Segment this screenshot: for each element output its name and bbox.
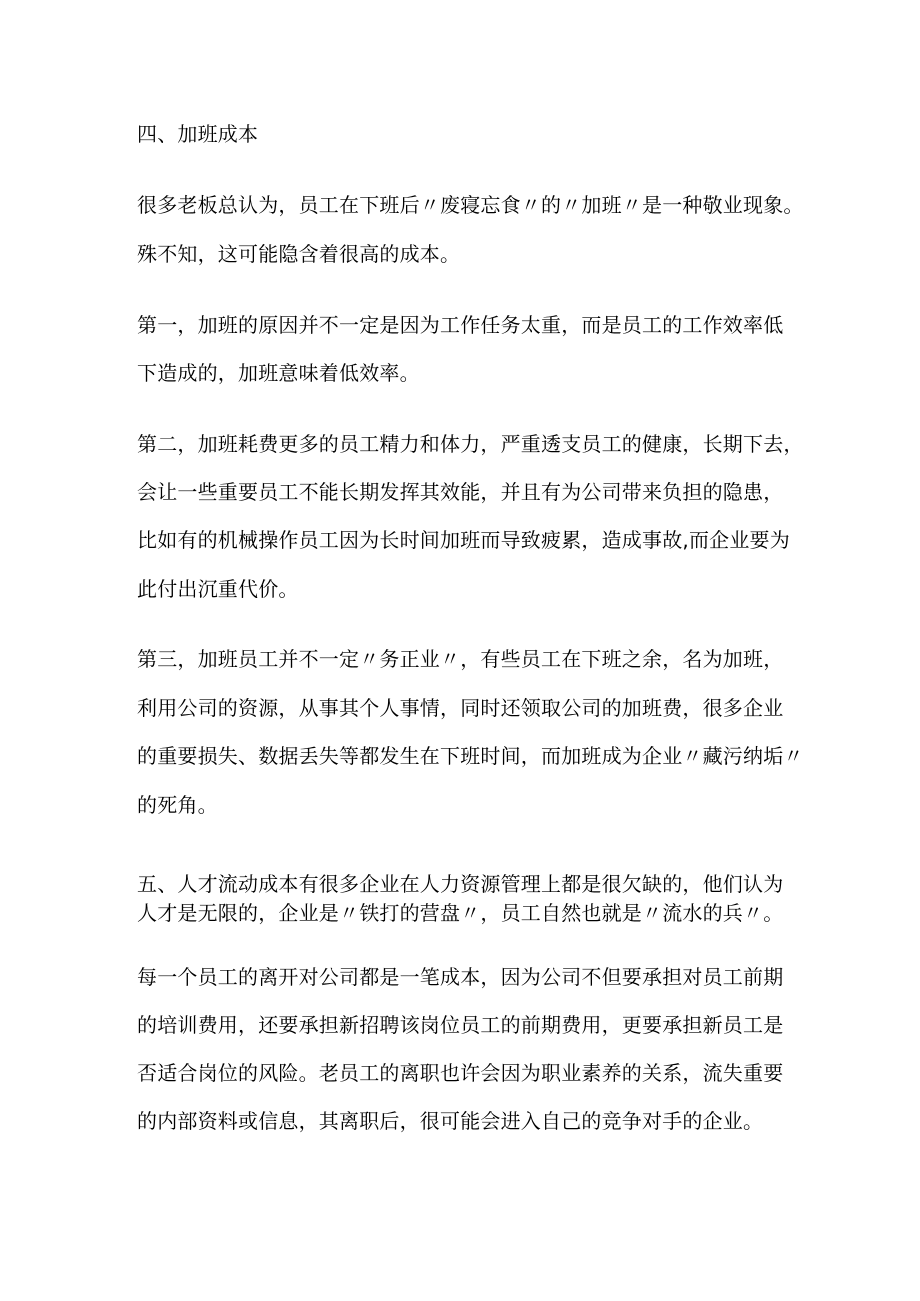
paragraph-line: 殊不知，这可能隐含着很高的成本。	[137, 242, 461, 266]
paragraph-line: 的死角。	[137, 793, 218, 817]
paragraph-line: 的内部资料或信息，其离职后，很可能会进入自己的竞争对手的企业。	[137, 1109, 764, 1133]
paragraph-line: 否适合岗位的风险。老员工的离职也许会因为职业素养的关系，流失重要	[137, 1061, 784, 1085]
paragraph-line: 比如有的机械操作员工因为长时间加班而导致疲累，造成事故,而企业要为	[137, 528, 790, 552]
paragraph-line: 利用公司的资源，从事其个人事情，同时还领取公司的加班费，很多企业	[137, 696, 784, 720]
paragraph-line: 每一个员工的离开对公司都是一笔成本，因为公司不但要承担对员工前期	[137, 965, 784, 989]
section-heading-4: 四、加班成本	[137, 122, 259, 146]
paragraph-line: 此付出沉重代价。	[137, 577, 299, 601]
paragraph-line: 第二，加班耗费更多的员工精力和体力，严重透支员工的健康，长期下去，	[137, 432, 804, 456]
section-heading-5: 五、人才流动成本有很多企业在人力资源管理上都是很欠缺的，他们认为	[137, 872, 784, 896]
paragraph-line: 第三，加班员工并不一定〃务正业〃，有些员工在下班之余，名为加班，	[137, 647, 784, 671]
paragraph-line: 第一，加班的原因并不一定是因为工作任务太重，而是员工的工作效率低	[137, 313, 784, 337]
paragraph-line: 的培训费用，还要承担新招聘该岗位员工的前期费用，更要承担新员工是	[137, 1013, 784, 1037]
paragraph-line: 很多老板总认为，员工在下班后〃废寝忘食〃的〃加班〃是一种敬业现象。	[137, 193, 804, 217]
paragraph-line: 的重要损失、数据丢失等都发生在下班时间，而加班成为企业〃藏污纳垢〃	[137, 744, 804, 768]
section-heading-5: 人才是无限的，企业是〃铁打的营盘〃，员工自然也就是〃流水的兵〃。	[137, 901, 784, 925]
paragraph-line: 下造成的，加班意味着低效率。	[137, 361, 420, 385]
paragraph-line: 会让一些重要员工不能长期发挥其效能，并且有为公司带来负担的隐患，	[137, 480, 784, 504]
